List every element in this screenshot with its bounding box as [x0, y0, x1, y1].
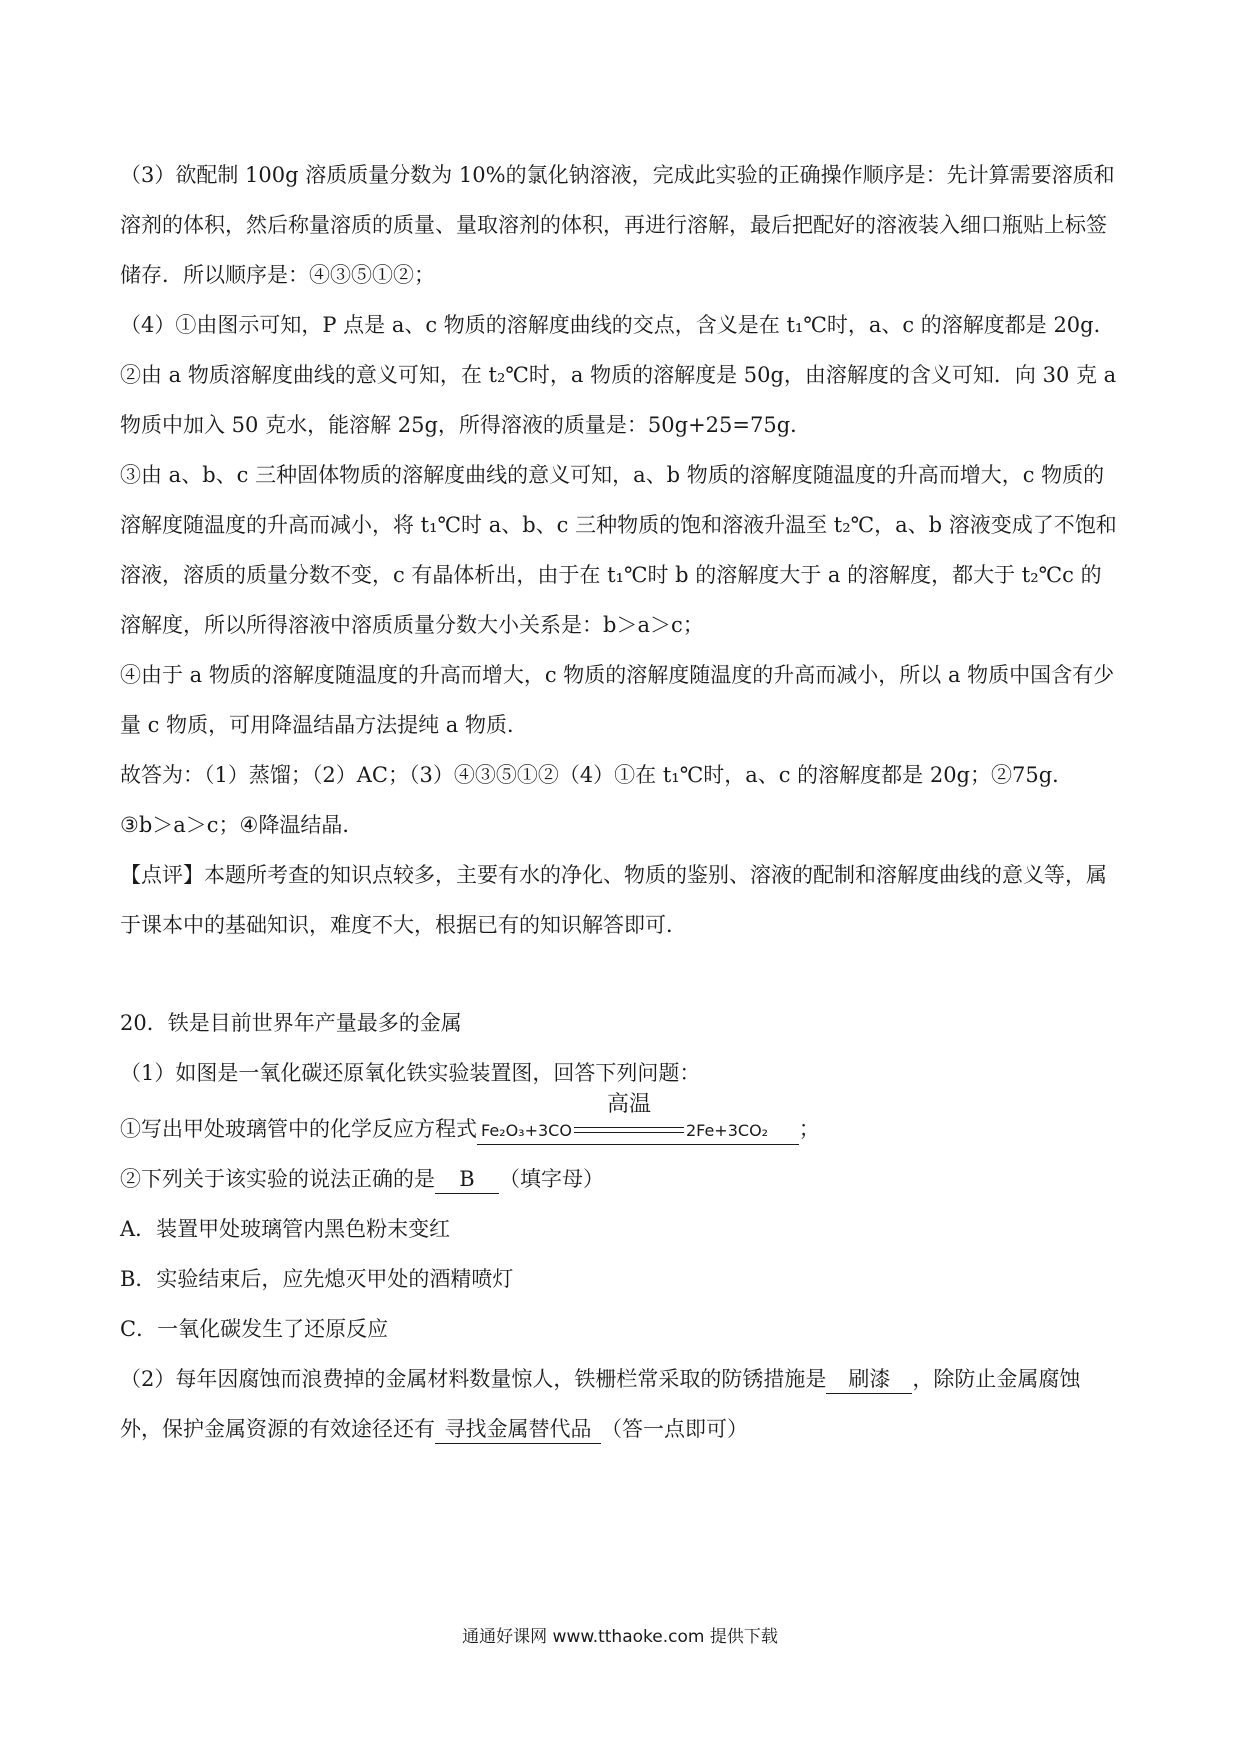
choice-suffix: （填字母）	[499, 1167, 604, 1191]
paragraph-answer-summary: 故答为：（1）蒸馏；（2）AC；（3）④③⑤①②（4）①在 t₁℃时，a、c 的溶解度都是 20g；②75g．	[120, 763, 1074, 787]
paragraph-q4-point-p: （4）①由图示可知，P 点是 a、c 物质的溶解度曲线的交点，含义是在 t₁℃时，a、c 的溶解度都是 20g．	[120, 313, 1115, 337]
paragraph-q4-crystallization: ④由于 a 物质的溶解度随温度的升高而增大，c 物质的溶解度随温度的升高而减小，所以 a 物质中国含有少量 c 物质，可用降温结晶方法提纯 a 物质．	[120, 663, 1115, 737]
part2-suffix: （答一点即可）	[601, 1417, 748, 1441]
paragraph-answer-summary-cont: ③b＞a＞c；④降温结晶．	[120, 813, 364, 837]
document-body	[120, 150, 1120, 1454]
option-b: B．实验结束后，应先熄灭甲处的酒精喷灯	[120, 1267, 514, 1291]
paragraph-comment: 【点评】本题所考查的知识点较多，主要有水的净化、物质的鉴别、溶液的配制和溶解度曲线的意义等，属于课本中的基础知识，难度不大，根据已有的知识解答即可．	[120, 863, 1107, 937]
equation-products: 2Fe+3CO₂	[685, 1121, 769, 1140]
question-20-part1: （1）如图是一氧化碳还原氧化铁实验装置图，回答下列问题：	[120, 1061, 701, 1085]
equation-suffix: ；	[798, 1117, 820, 1141]
equation-prefix: ①写出甲处玻璃管中的化学反应方程式	[120, 1117, 477, 1141]
choice-prefix: ②下列关于该实验的说法正确的是	[120, 1167, 435, 1191]
option-a: A．装置甲处玻璃管内黑色粉末变红	[120, 1217, 451, 1241]
rust-prevention-blank: 刷漆	[826, 1365, 912, 1394]
question-20-choice-line	[120, 1154, 1120, 1204]
equation-reactants: Fe₂O₃+3CO	[481, 1121, 572, 1140]
page-footer: 通通好课网 www.tthaoke.com 提供下载	[462, 1627, 778, 1647]
reaction-condition: 高温	[606, 1091, 651, 1117]
resource-protection-blank: 寻找金属替代品	[435, 1415, 601, 1444]
paragraph-q3-explanation: （3）欲配制 100g 溶质质量分数为 10%的氯化钠溶液，完成此实验的正确操作顺序是：先计算需要溶质和溶剂的体积，然后称量溶质的质量、量取溶剂的体积，再进行溶解，最后把配好的溶液装入细口瓶贴上标签储存．所以顺序是：④③⑤①②；	[120, 163, 1115, 287]
paragraph-q4-a-solubility: ②由 a 物质溶解度曲线的意义可知，在 t₂℃时，a 物质的溶解度是 50g，由溶解度的含义可知．向 30 克 a 物质中加入 50 克水，能溶解 25g，所得溶液的质量是：50g+25=75g．	[120, 363, 1117, 437]
part2-prefix: （2）每年因腐蚀而浪费掉的金属材料数量惊人，铁栅栏常采取的防锈措施是	[120, 1367, 827, 1391]
option-c: C．一氧化碳发生了还原反应	[120, 1317, 389, 1341]
choice-answer-blank: B	[435, 1165, 499, 1194]
reaction-arrow	[574, 1091, 684, 1141]
equation-answer-blank	[477, 1091, 799, 1145]
part2-mid: ，除防止金属腐蚀外，保护金属资源的有效途径还有	[120, 1367, 1081, 1441]
question-20-equation-line	[120, 1091, 1120, 1154]
question-20-part2	[120, 1354, 1120, 1454]
question-20-title: 20．铁是目前世界年产量最多的金属	[120, 1011, 462, 1035]
paragraph-q4-mass-fraction: ③由 a、b、c 三种固体物质的溶解度曲线的意义可知，a、b 物质的溶解度随温度的升高而增大，c 物质的溶解度随温度的升高而减小，将 t₁℃时 a、b、c 三种物质的饱和溶液升温至 t₂℃，a、b 溶液变成了不饱和溶液，溶质的质量分数不变，c 有晶体析出，由于在 t₁℃时 b 的溶解度大于 a 的溶解度，都大于 t₂℃c 的溶解度，所以所得溶液中溶质质量分数大小关系是：b＞a＞c；	[120, 463, 1117, 637]
